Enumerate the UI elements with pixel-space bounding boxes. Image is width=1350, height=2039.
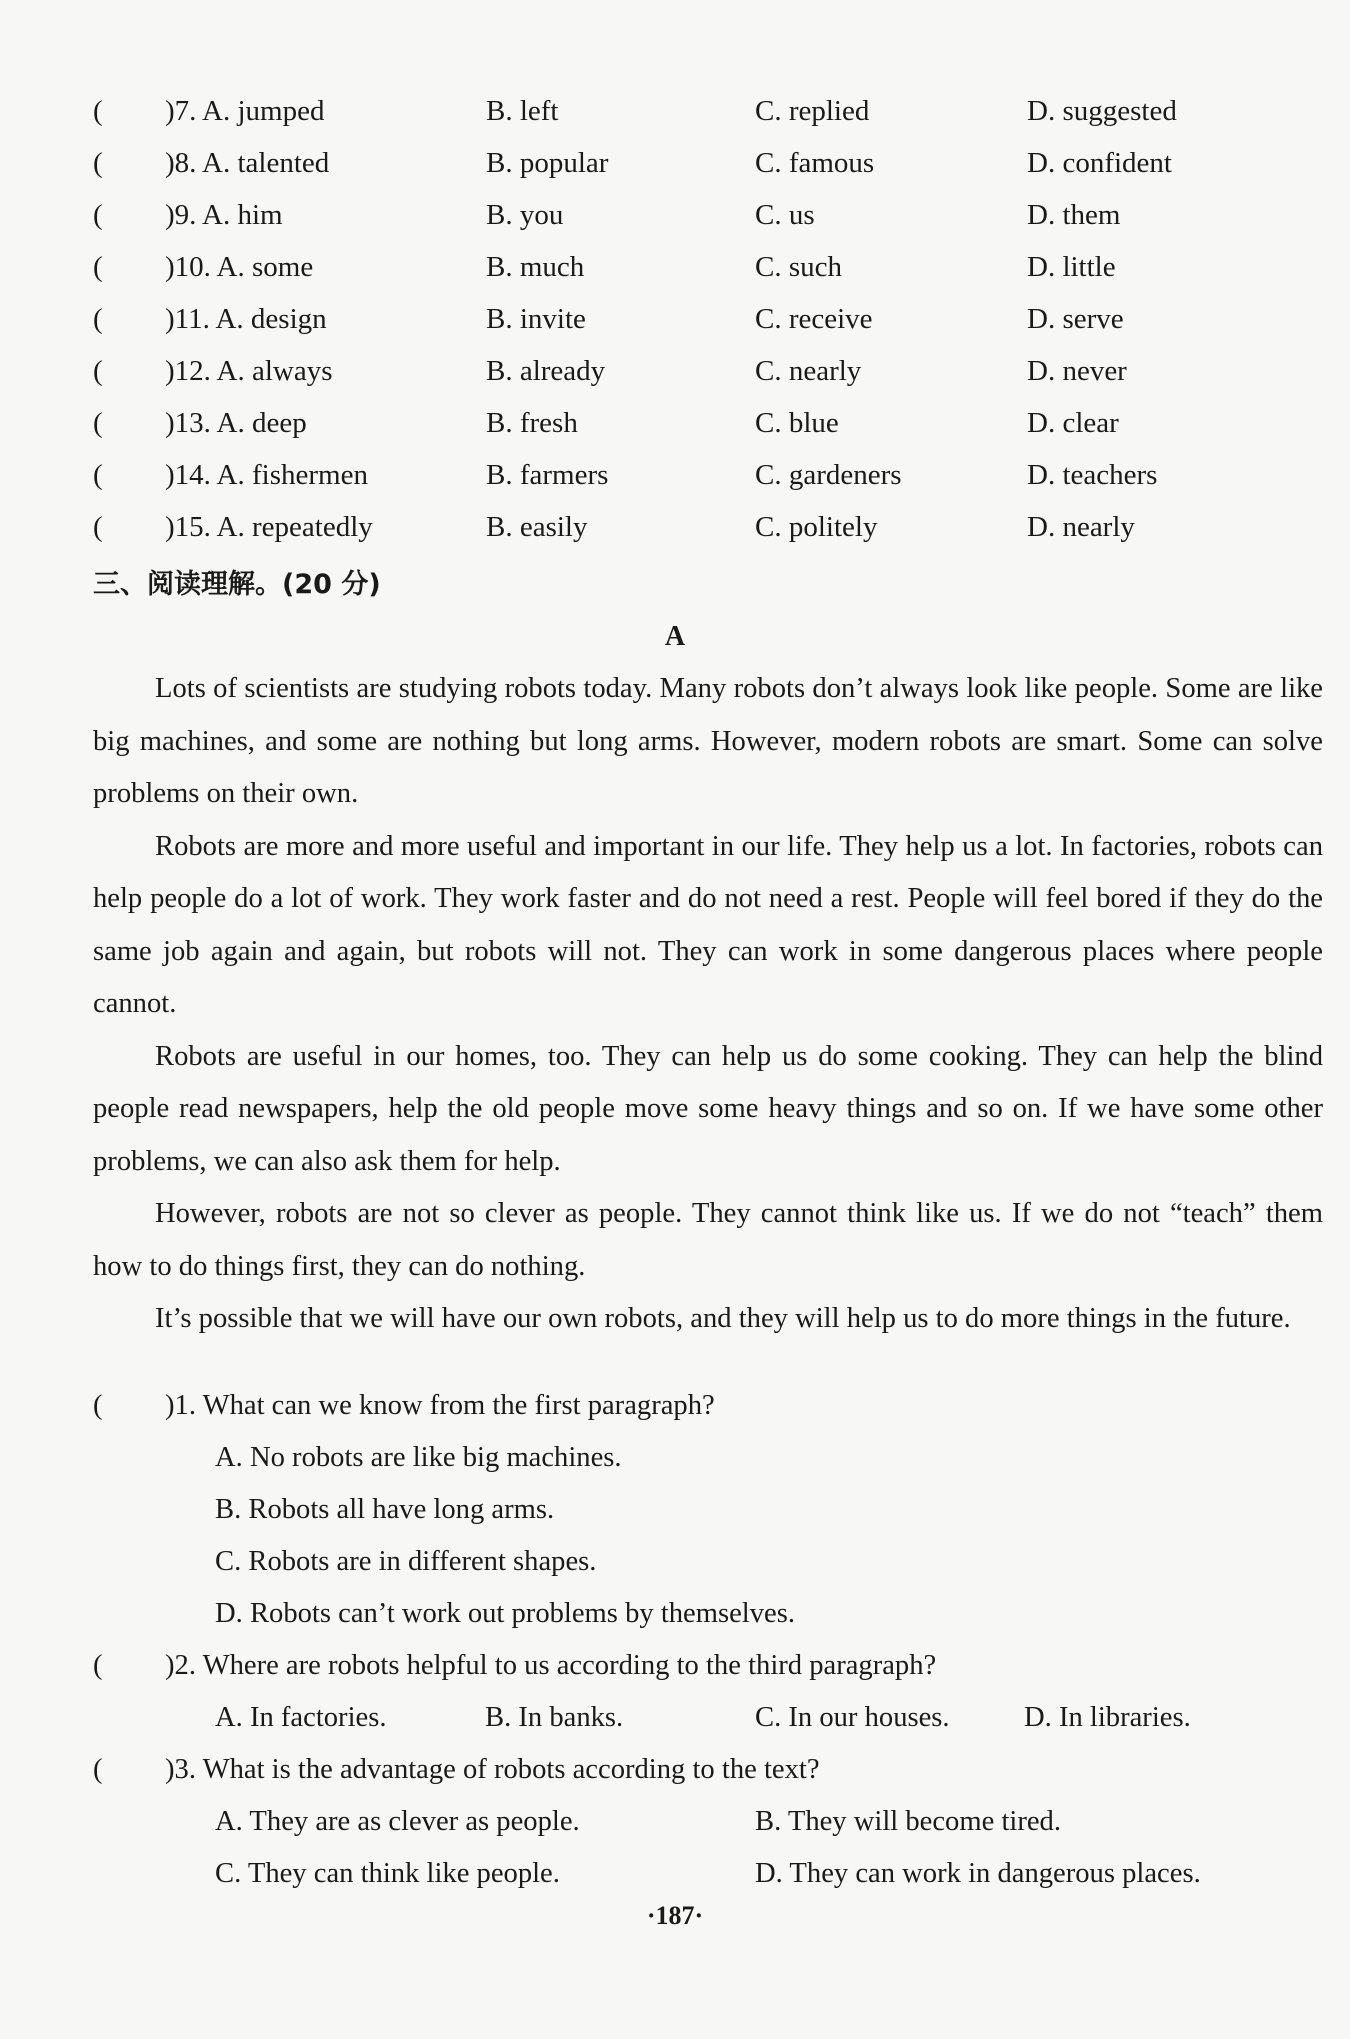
option-b: B. popular bbox=[486, 147, 609, 179]
option-b: B. farmers bbox=[486, 459, 609, 491]
option-a: )12. A. always bbox=[165, 355, 333, 387]
option-a: )13. A. deep bbox=[165, 407, 307, 439]
q1-option-b: B. Robots all have long arms. bbox=[215, 1494, 555, 1525]
option-d: D. teachers bbox=[1027, 459, 1158, 491]
cloze-row bbox=[93, 507, 1323, 547]
section-title: 三、阅读理解。(20 分) bbox=[93, 569, 381, 600]
paragraph: However, robots are not so clever as people. They cannot think like us. If we do not “teach” them how to do things first, they can do nothing. bbox=[93, 1198, 1323, 1282]
answer-paren: ( bbox=[93, 459, 103, 491]
q2-option-c: C. In our houses. bbox=[755, 1702, 950, 1733]
option-b: B. much bbox=[486, 251, 585, 283]
answer-paren: ( bbox=[93, 199, 103, 231]
answer-paren: ( bbox=[93, 1650, 103, 1681]
option-c: C. famous bbox=[755, 147, 875, 179]
option-a: )8. A. talented bbox=[165, 147, 330, 179]
option-d: D. nearly bbox=[1027, 511, 1135, 543]
answer-paren: ( bbox=[93, 1754, 103, 1785]
option-a: )9. A. him bbox=[165, 199, 283, 231]
option-d: D. suggested bbox=[1027, 95, 1177, 127]
option-d: D. never bbox=[1027, 355, 1127, 387]
q1-option-a: A. No robots are like big machines. bbox=[215, 1442, 622, 1473]
option-d: D. serve bbox=[1027, 303, 1124, 335]
option-b: B. fresh bbox=[486, 407, 578, 439]
question-stem: )1. What can we know from the first paragraph? bbox=[165, 1390, 715, 1421]
answer-paren: ( bbox=[93, 1390, 103, 1421]
option-d: D. clear bbox=[1027, 407, 1119, 439]
q3-option-c: C. They can think like people. bbox=[215, 1858, 560, 1889]
option-c: C. politely bbox=[755, 511, 878, 543]
q1-option-d: D. Robots can’t work out problems by themselves. bbox=[215, 1598, 796, 1629]
answer-paren: ( bbox=[93, 355, 103, 387]
cloze-row bbox=[93, 143, 1323, 183]
option-c: C. gardeners bbox=[755, 459, 902, 491]
answer-paren: ( bbox=[93, 147, 103, 179]
option-b: B. left bbox=[486, 95, 559, 127]
passage-letter: A bbox=[664, 621, 686, 652]
option-b: B. already bbox=[486, 355, 606, 387]
q3-option-a: A. They are as clever as people. bbox=[215, 1806, 580, 1837]
option-a: )14. A. fishermen bbox=[165, 459, 368, 491]
answer-paren: ( bbox=[93, 303, 103, 335]
paragraph: Robots are useful in our homes, too. They can help us do some cooking. They can help the blind people read newspapers, help the old people move some heavy things and so on. If we have some other problems, we can also ask them for help. bbox=[93, 1040, 1323, 1177]
paragraph: Robots are more and more useful and important in our life. They help us a lot. In factories, robots can help people do a lot of work. They work faster and do not need a rest. People will feel bored if they do the same job again and again, but robots will not. They can work in some dangerous places where people cannot. bbox=[93, 830, 1323, 1019]
option-d: D. little bbox=[1027, 251, 1116, 283]
answer-paren: ( bbox=[93, 407, 103, 439]
option-b: B. invite bbox=[486, 303, 586, 335]
q2-option-b: B. In banks. bbox=[485, 1702, 624, 1733]
option-d: D. them bbox=[1027, 199, 1121, 231]
answer-paren: ( bbox=[93, 95, 103, 127]
q1-option-c: C. Robots are in different shapes. bbox=[215, 1546, 597, 1577]
cloze-row bbox=[93, 91, 1323, 131]
option-c: C. nearly bbox=[755, 355, 862, 387]
option-b: B. you bbox=[486, 199, 564, 231]
option-b: B. easily bbox=[486, 511, 588, 543]
reading-passage bbox=[93, 663, 1323, 1346]
option-c: C. blue bbox=[755, 407, 839, 439]
cloze-row bbox=[93, 351, 1323, 391]
option-c: C. us bbox=[755, 199, 815, 231]
option-d: D. confident bbox=[1027, 147, 1172, 179]
question-stem: )3. What is the advantage of robots according to the text? bbox=[165, 1754, 820, 1785]
option-a: )10. A. some bbox=[165, 251, 314, 283]
option-c: C. receive bbox=[755, 303, 873, 335]
q2-option-a: A. In factories. bbox=[215, 1702, 387, 1733]
option-a: )11. A. design bbox=[165, 303, 327, 335]
q3-option-d: D. They can work in dangerous places. bbox=[755, 1858, 1201, 1889]
question-stem: )2. Where are robots helpful to us according to the third paragraph? bbox=[165, 1650, 937, 1681]
option-c: C. such bbox=[755, 251, 842, 283]
answer-paren: ( bbox=[93, 511, 103, 543]
cloze-row bbox=[93, 195, 1323, 235]
page-number: ·187· bbox=[646, 1901, 704, 1930]
q2-option-d: D. In libraries. bbox=[1024, 1702, 1191, 1733]
cloze-row bbox=[93, 455, 1323, 495]
paragraph: Lots of scientists are studying robots today. Many robots don’t always look like people. Some are like big machines, and some are nothing but long arms. However, modern robots are smart. Some can solve problems on their own. bbox=[93, 673, 1323, 809]
q3-option-b: B. They will become tired. bbox=[755, 1806, 1061, 1837]
option-a: )15. A. repeatedly bbox=[165, 511, 373, 543]
answer-paren: ( bbox=[93, 251, 103, 283]
option-a: )7. A. jumped bbox=[165, 95, 325, 127]
cloze-row bbox=[93, 403, 1323, 443]
paragraph: It’s possible that we will have our own robots, and they will help us to do more things in the future. bbox=[155, 1303, 1291, 1334]
cloze-row bbox=[93, 247, 1323, 287]
option-c: C. replied bbox=[755, 95, 870, 127]
cloze-row bbox=[93, 299, 1323, 339]
